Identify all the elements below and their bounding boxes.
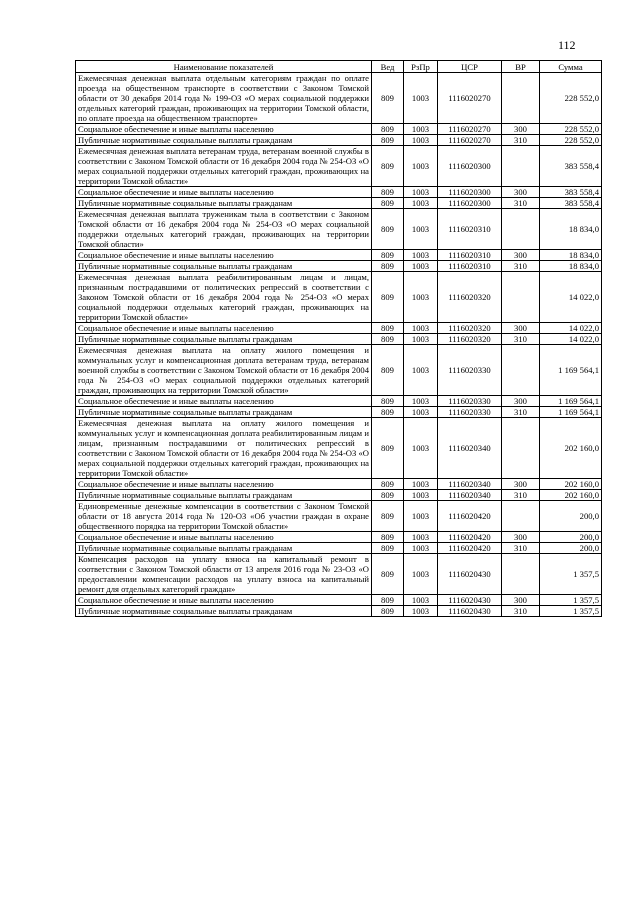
cell-csr: 1116020300 (438, 187, 502, 198)
cell-rzpr: 1003 (404, 124, 438, 135)
table-row-sub (76, 396, 602, 407)
cell-csr: 1116020310 (438, 261, 502, 272)
cell-name: Публичные нормативные социальные выплаты гражданам (76, 490, 372, 501)
cell-sum: 228 552,0 (540, 73, 602, 124)
cell-rzpr: 1003 (404, 187, 438, 198)
cell-sum: 18 834,0 (540, 261, 602, 272)
table-row-group (76, 501, 602, 532)
cell-sum: 18 834,0 (540, 209, 602, 250)
cell-csr: 1116020420 (438, 543, 502, 554)
cell-csr: 1116020340 (438, 479, 502, 490)
cell-name: Социальное обеспечение и иные выплаты населению (76, 124, 372, 135)
cell-csr: 1116020320 (438, 323, 502, 334)
cell-name: Публичные нормативные социальные выплаты гражданам (76, 543, 372, 554)
header-sum: Сумма (540, 61, 602, 73)
table-row-group (76, 209, 602, 250)
cell-rzpr: 1003 (404, 595, 438, 606)
cell-sum: 14 022,0 (540, 272, 602, 323)
cell-name: Ежемесячная денежная выплата на оплату жилого помещения и коммунальных услуг и компенсационная доплата ветеранам труда, ветеранам военной службы в соответствии с Законом Томской области от 16 декабря 2004 года № 254-ОЗ «О мерах социальной поддержки отдельных категорий граждан, проживающих на территории Томской области» (76, 345, 372, 396)
cell-vr: 300 (502, 323, 540, 334)
cell-rzpr: 1003 (404, 261, 438, 272)
cell-vr: 300 (502, 479, 540, 490)
table-row-sub (76, 479, 602, 490)
table-row-group (76, 418, 602, 479)
cell-vr: 300 (502, 187, 540, 198)
cell-sum: 18 834,0 (540, 250, 602, 261)
cell-ved: 809 (372, 490, 404, 501)
table-row-sub (76, 323, 602, 334)
table-row-sub (76, 250, 602, 261)
table-row-sub (76, 606, 602, 617)
cell-csr: 1116020300 (438, 146, 502, 187)
cell-csr: 1116020430 (438, 554, 502, 595)
cell-name: Социальное обеспечение и иные выплаты населению (76, 479, 372, 490)
table-row-group (76, 554, 602, 595)
cell-vr: 310 (502, 606, 540, 617)
header-rzpr: РзПр (404, 61, 438, 73)
cell-csr: 1116020430 (438, 606, 502, 617)
cell-vr: 300 (502, 124, 540, 135)
cell-ved: 809 (372, 396, 404, 407)
cell-ved: 809 (372, 198, 404, 209)
cell-csr: 1116020420 (438, 501, 502, 532)
cell-sum: 1 169 564,1 (540, 396, 602, 407)
cell-vr: 310 (502, 334, 540, 345)
cell-rzpr: 1003 (404, 334, 438, 345)
cell-vr: 310 (502, 543, 540, 554)
cell-ved: 809 (372, 606, 404, 617)
table-row-sub (76, 261, 602, 272)
cell-name: Публичные нормативные социальные выплаты гражданам (76, 135, 372, 146)
table-row-group (76, 345, 602, 396)
cell-vr (502, 501, 540, 532)
cell-ved: 809 (372, 595, 404, 606)
table-row-group (76, 73, 602, 124)
cell-vr: 300 (502, 250, 540, 261)
cell-vr (502, 146, 540, 187)
cell-name: Социальное обеспечение и иные выплаты населению (76, 595, 372, 606)
cell-ved: 809 (372, 135, 404, 146)
cell-ved: 809 (372, 73, 404, 124)
cell-name: Публичные нормативные социальные выплаты гражданам (76, 334, 372, 345)
cell-csr: 1116020310 (438, 209, 502, 250)
cell-rzpr: 1003 (404, 209, 438, 250)
cell-sum: 228 552,0 (540, 135, 602, 146)
cell-csr: 1116020320 (438, 272, 502, 323)
table-row-sub (76, 543, 602, 554)
table-body (76, 73, 602, 617)
cell-name: Ежемесячная денежная выплата труженикам тыла в соответствии с Законом Томской области от 16 декабря 2004 года № 254-ОЗ «О мерах социальной поддержки отдельных категорий граждан, проживающих на территории Томской области» (76, 209, 372, 250)
cell-csr: 1116020310 (438, 250, 502, 261)
table-row-sub (76, 532, 602, 543)
cell-name: Ежемесячная денежная выплата на оплату жилого помещения и коммунальных услуг и компенсационная доплата реабилитированным лицам и лицам, признанным пострадавшими от политических репрессий в соответствии с Законом Томской области от 16 декабря 2004 года № 254-ОЗ «О мерах социальной поддержки отдельных категорий граждан, проживающих на территории Томской области» (76, 418, 372, 479)
cell-name: Социальное обеспечение и иные выплаты населению (76, 396, 372, 407)
cell-csr: 1116020420 (438, 532, 502, 543)
cell-sum: 202 160,0 (540, 418, 602, 479)
cell-ved: 809 (372, 146, 404, 187)
cell-name: Ежемесячная денежная выплата отдельным категориям граждан по оплате проезда на общественном транспорте в соответствии с Законом Томской области от 30 декабря 2014 года № 199-ОЗ «О мерах социальной поддержки отдельных категорий граждан, проживающих на территории Томской области, по оплате проезда на общественном транспорте» (76, 73, 372, 124)
table-row-sub (76, 595, 602, 606)
cell-csr: 1116020330 (438, 345, 502, 396)
cell-ved: 809 (372, 554, 404, 595)
cell-name: Ежемесячная денежная выплата реабилитированным лицам и лицам, признанным пострадавшими от политических репрессий в соответствии с Законом Томской области от 16 декабря 2004 года № 254-ОЗ «О мерах социальной поддержки отдельных категорий граждан, проживающих на территории Томской области» (76, 272, 372, 323)
cell-rzpr: 1003 (404, 323, 438, 334)
cell-ved: 809 (372, 261, 404, 272)
cell-rzpr: 1003 (404, 146, 438, 187)
cell-sum: 202 160,0 (540, 479, 602, 490)
cell-name: Социальное обеспечение и иные выплаты населению (76, 250, 372, 261)
cell-csr: 1116020270 (438, 73, 502, 124)
cell-ved: 809 (372, 187, 404, 198)
cell-rzpr: 1003 (404, 396, 438, 407)
cell-ved: 809 (372, 418, 404, 479)
cell-sum: 14 022,0 (540, 334, 602, 345)
cell-ved: 809 (372, 124, 404, 135)
cell-sum: 202 160,0 (540, 490, 602, 501)
cell-name: Публичные нормативные социальные выплаты гражданам (76, 198, 372, 209)
table-row-sub (76, 490, 602, 501)
cell-rzpr: 1003 (404, 272, 438, 323)
cell-csr: 1116020330 (438, 396, 502, 407)
table-row-sub (76, 198, 602, 209)
cell-sum: 383 558,4 (540, 198, 602, 209)
cell-ved: 809 (372, 323, 404, 334)
cell-sum: 1 169 564,1 (540, 345, 602, 396)
cell-rzpr: 1003 (404, 135, 438, 146)
page-number: 112 (558, 38, 576, 52)
cell-sum: 200,0 (540, 501, 602, 532)
cell-csr: 1116020300 (438, 198, 502, 209)
cell-csr: 1116020320 (438, 334, 502, 345)
header-ved: Вед (372, 61, 404, 73)
cell-csr: 1116020330 (438, 407, 502, 418)
cell-rzpr: 1003 (404, 345, 438, 396)
cell-ved: 809 (372, 272, 404, 323)
cell-sum: 228 552,0 (540, 124, 602, 135)
table-row-sub (76, 334, 602, 345)
cell-name: Компенсация расходов на уплату взноса на капитальный ремонт в соответствии с Законом Томской области от 13 апреля 2016 года № 23-ОЗ «О предоставлении компенсации расходов на уплату взноса на капитальный ремонт для отдельных категорий граждан» (76, 554, 372, 595)
cell-name: Социальное обеспечение и иные выплаты населению (76, 532, 372, 543)
cell-rzpr: 1003 (404, 543, 438, 554)
cell-name: Публичные нормативные социальные выплаты гражданам (76, 261, 372, 272)
cell-csr: 1116020340 (438, 490, 502, 501)
cell-sum: 14 022,0 (540, 323, 602, 334)
header-csr: ЦСР (438, 61, 502, 73)
cell-csr: 1116020430 (438, 595, 502, 606)
cell-vr: 300 (502, 595, 540, 606)
cell-sum: 1 357,5 (540, 554, 602, 595)
cell-vr (502, 272, 540, 323)
header-name: Наименование показателей (76, 61, 372, 73)
cell-ved: 809 (372, 479, 404, 490)
cell-ved: 809 (372, 532, 404, 543)
cell-vr: 300 (502, 396, 540, 407)
header-vr: ВР (502, 61, 540, 73)
cell-name: Единовременные денежные компенсации в соответствии с Законом Томской области от 18 августа 2014 года № 120-ОЗ «Об участии граждан в охране общественного порядка на территории Томской области» (76, 501, 372, 532)
cell-csr: 1116020270 (438, 124, 502, 135)
cell-csr: 1116020340 (438, 418, 502, 479)
cell-vr: 310 (502, 198, 540, 209)
cell-vr: 310 (502, 407, 540, 418)
cell-rzpr: 1003 (404, 198, 438, 209)
cell-vr (502, 418, 540, 479)
cell-ved: 809 (372, 250, 404, 261)
cell-name: Социальное обеспечение и иные выплаты населению (76, 187, 372, 198)
cell-vr (502, 73, 540, 124)
cell-ved: 809 (372, 543, 404, 554)
cell-vr (502, 345, 540, 396)
cell-vr (502, 554, 540, 595)
cell-vr: 310 (502, 135, 540, 146)
cell-sum: 1 357,5 (540, 595, 602, 606)
cell-sum: 200,0 (540, 532, 602, 543)
cell-vr: 310 (502, 261, 540, 272)
cell-sum: 383 558,4 (540, 146, 602, 187)
cell-ved: 809 (372, 334, 404, 345)
cell-ved: 809 (372, 407, 404, 418)
cell-vr: 300 (502, 532, 540, 543)
cell-vr (502, 209, 540, 250)
cell-name: Ежемесячная денежная выплата ветеранам труда, ветеранам военной службы в соответствии с Законом Томской области от 16 декабря 2004 года № 254-ОЗ «О мерах социальной поддержки отдельных категорий граждан, проживающих на территории Томской области» (76, 146, 372, 187)
cell-ved: 809 (372, 345, 404, 396)
cell-ved: 809 (372, 501, 404, 532)
cell-rzpr: 1003 (404, 490, 438, 501)
budget-table (75, 60, 602, 617)
cell-rzpr: 1003 (404, 418, 438, 479)
cell-sum: 383 558,4 (540, 187, 602, 198)
cell-rzpr: 1003 (404, 407, 438, 418)
cell-ved: 809 (372, 209, 404, 250)
cell-sum: 1 169 564,1 (540, 407, 602, 418)
cell-csr: 1116020270 (438, 135, 502, 146)
cell-rzpr: 1003 (404, 73, 438, 124)
cell-rzpr: 1003 (404, 250, 438, 261)
table-row-sub (76, 407, 602, 418)
cell-rzpr: 1003 (404, 532, 438, 543)
cell-name: Публичные нормативные социальные выплаты гражданам (76, 606, 372, 617)
cell-vr: 310 (502, 490, 540, 501)
cell-rzpr: 1003 (404, 606, 438, 617)
cell-rzpr: 1003 (404, 501, 438, 532)
table-row-sub (76, 135, 602, 146)
table-row-group (76, 272, 602, 323)
table-header-row (76, 61, 602, 73)
table-row-sub (76, 124, 602, 135)
cell-name: Публичные нормативные социальные выплаты гражданам (76, 407, 372, 418)
cell-sum: 1 357,5 (540, 606, 602, 617)
table-row-sub (76, 187, 602, 198)
table-row-group (76, 146, 602, 187)
cell-rzpr: 1003 (404, 554, 438, 595)
cell-sum: 200,0 (540, 543, 602, 554)
cell-rzpr: 1003 (404, 479, 438, 490)
cell-name: Социальное обеспечение и иные выплаты населению (76, 323, 372, 334)
